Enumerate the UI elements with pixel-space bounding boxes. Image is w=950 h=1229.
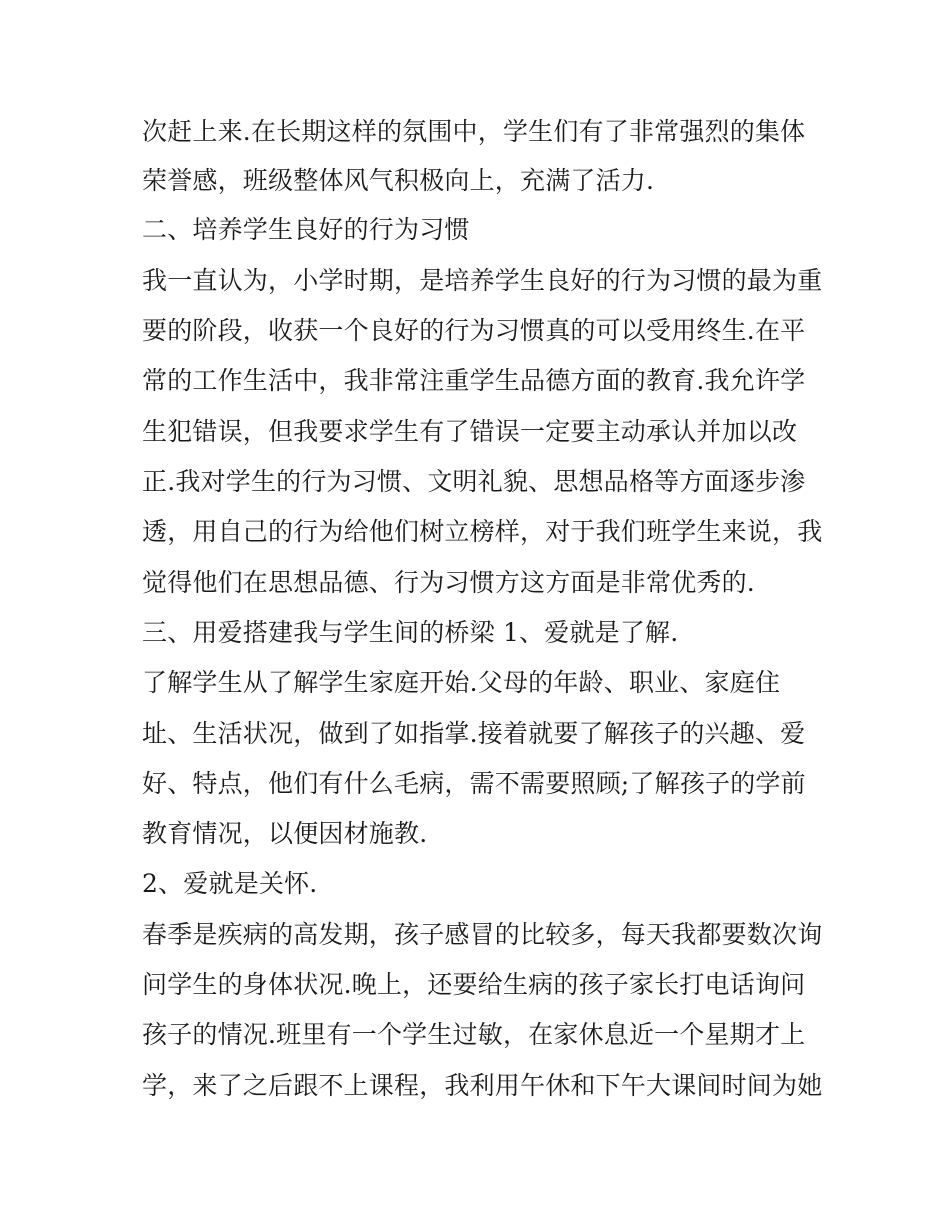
- text-line: 生犯错误，但我要求学生有了错误一定要主动承认并加以改: [142, 417, 798, 446]
- text-line: 透，用自己的行为给他们树立榜样，对于我们班学生来说，我: [142, 517, 823, 546]
- section-heading: 三、用爱搭建我与学生间的桥梁 1、爱就是了解.: [142, 618, 679, 647]
- text-line: 学，来了之后跟不上课程，我利用午休和下午大课间时间为她: [142, 1071, 823, 1100]
- text-line: 要的阶段，收获一个良好的行为习惯真的可以受用终生.在平: [142, 316, 806, 345]
- text-line: 春季是疾病的高发期，孩子感冒的比较多，每天我都要数次询: [142, 920, 823, 949]
- text-line: 问学生的身体状况.晚上，还要给生病的孩子家长打电话询问: [142, 970, 806, 999]
- text-line: 常的工作生活中，我非常注重学生品德方面的教育.我允许学: [142, 366, 806, 395]
- text-line: 我一直认为，小学时期，是培养学生良好的行为习惯的最为重: [142, 266, 823, 295]
- text-line: 荣誉感，班级整体风气积极向上，充满了活力.: [142, 166, 655, 195]
- text-line: 教育情况，以便因材施教.: [142, 819, 428, 848]
- text-line: 正.我对学生的行为习惯、文明礼貌、思想品格等方面逐步渗: [142, 467, 806, 496]
- text-line: 好、特点，他们有什么毛病，需不需要照顾;了解孩子的学前: [142, 769, 806, 798]
- text-line: 孩子的情况.班里有一个学生过敏，在家休息近一个星期才上: [142, 1020, 806, 1049]
- section-heading: 二、培养学生良好的行为习惯: [142, 215, 470, 244]
- text-line: 址、生活状况，做到了如指掌.接着就要了解孩子的兴趣、爱: [142, 719, 806, 748]
- text-line: 觉得他们在思想品德、行为习惯方这方面是非常优秀的.: [142, 568, 755, 597]
- text-line: 次赶上来.在长期这样的氛围中，学生们有了非常强烈的集体: [142, 117, 806, 146]
- text-line: 了解学生从了解学生家庭开始.父母的年龄、职业、家庭住: [142, 668, 781, 697]
- section-heading: 2、爱就是关怀.: [142, 869, 318, 898]
